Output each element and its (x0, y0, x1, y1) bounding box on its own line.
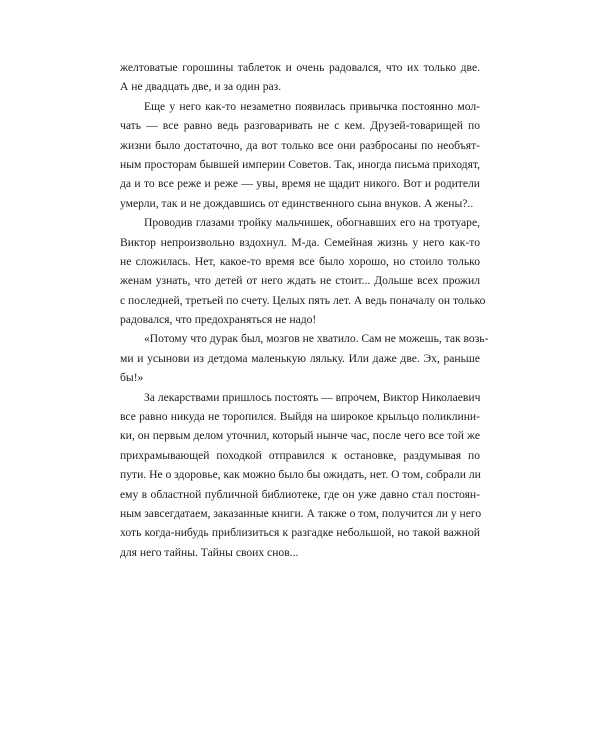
text-line: ему в областной публичной библиотеке, где он уже давно стал постоян- (120, 487, 480, 501)
text-line: умерли, так и не дождавшись от единственного сына внуков. А жены?.. (120, 196, 474, 210)
paragraph-5 (120, 388, 480, 563)
text-line: чать — все равно ведь разговаривать не с кем. Друзей-товарищей по (120, 119, 480, 133)
text-line: ным просторам бывшей империи Советов. Так, иногда письма приходят, (120, 157, 480, 171)
text-line: да и то все реже и реже — увы, время не щадит никого. Вот и родители (120, 177, 480, 191)
paragraph-2 (120, 97, 480, 213)
text-line: женам узнать, что детей от него ждать не стоит... Дольше всех прожил (120, 274, 480, 288)
text-line: Проводив глазами тройку мальчишек, обогнавших его на тротуаре, (144, 216, 480, 230)
text-line: бы!» (120, 371, 144, 385)
text-line: ми и усынови из детдома маленькую ляльку. Или даже две. Эх, раньше (120, 351, 480, 365)
text-line: для него тайны. Тайны своих снов... (120, 545, 299, 559)
text-line: пути. Не о здоровье, как можно было бы ожидать, нет. О том, собрали ли (120, 468, 481, 482)
text-line: Виктор непроизвольно вздохнул. М-да. Семейная жизнь у него как-то (120, 235, 480, 249)
paragraph-4 (120, 329, 489, 387)
text-line: желтоватые горошины таблеток и очень радовался, что их только две. (120, 61, 480, 74)
paragraph-3 (120, 213, 486, 329)
body-text (120, 58, 489, 562)
text-line: ным завсегдатаем, заказанные книги. А также о том, получится ли у него (120, 506, 482, 520)
text-line: Еще у него как-то незаметно появилась привычка постоянно мол- (144, 99, 480, 113)
text-line: прихрамывающей походкой отправился к остановке, раздумывая по (120, 448, 480, 462)
text-line: с последней, третьей по счету. Целых пять лет. А ведь поначалу он только (120, 293, 486, 307)
text-line: радовался, что предохраняться не надо! (120, 313, 317, 327)
text-line: «Потому что дурак был, мозгов не хватило. Сам не можешь, так возь- (144, 332, 489, 346)
text-line: хоть когда-нибудь приблизиться к разгадке небольшой, но такой важной (120, 526, 480, 540)
text-line: все равно никуда не торопился. Выйдя на широкое крыльцо поликлини- (120, 410, 480, 424)
text-line: жизни было достаточно, да вот только все они разбросаны по необъят- (120, 138, 480, 152)
text-line: А не двадцать две, и за один раз. (120, 80, 282, 94)
text-line: ки, он первым делом уточнил, который нынче час, после чего все той же (120, 429, 480, 443)
text-line: не сложилась. Нет, какое-то время все было хорошо, но стоило только (120, 254, 480, 268)
text-line: За лекарствами пришлось постоять — впрочем, Виктор Николаевич (144, 390, 481, 404)
paragraph-1 (120, 58, 480, 97)
